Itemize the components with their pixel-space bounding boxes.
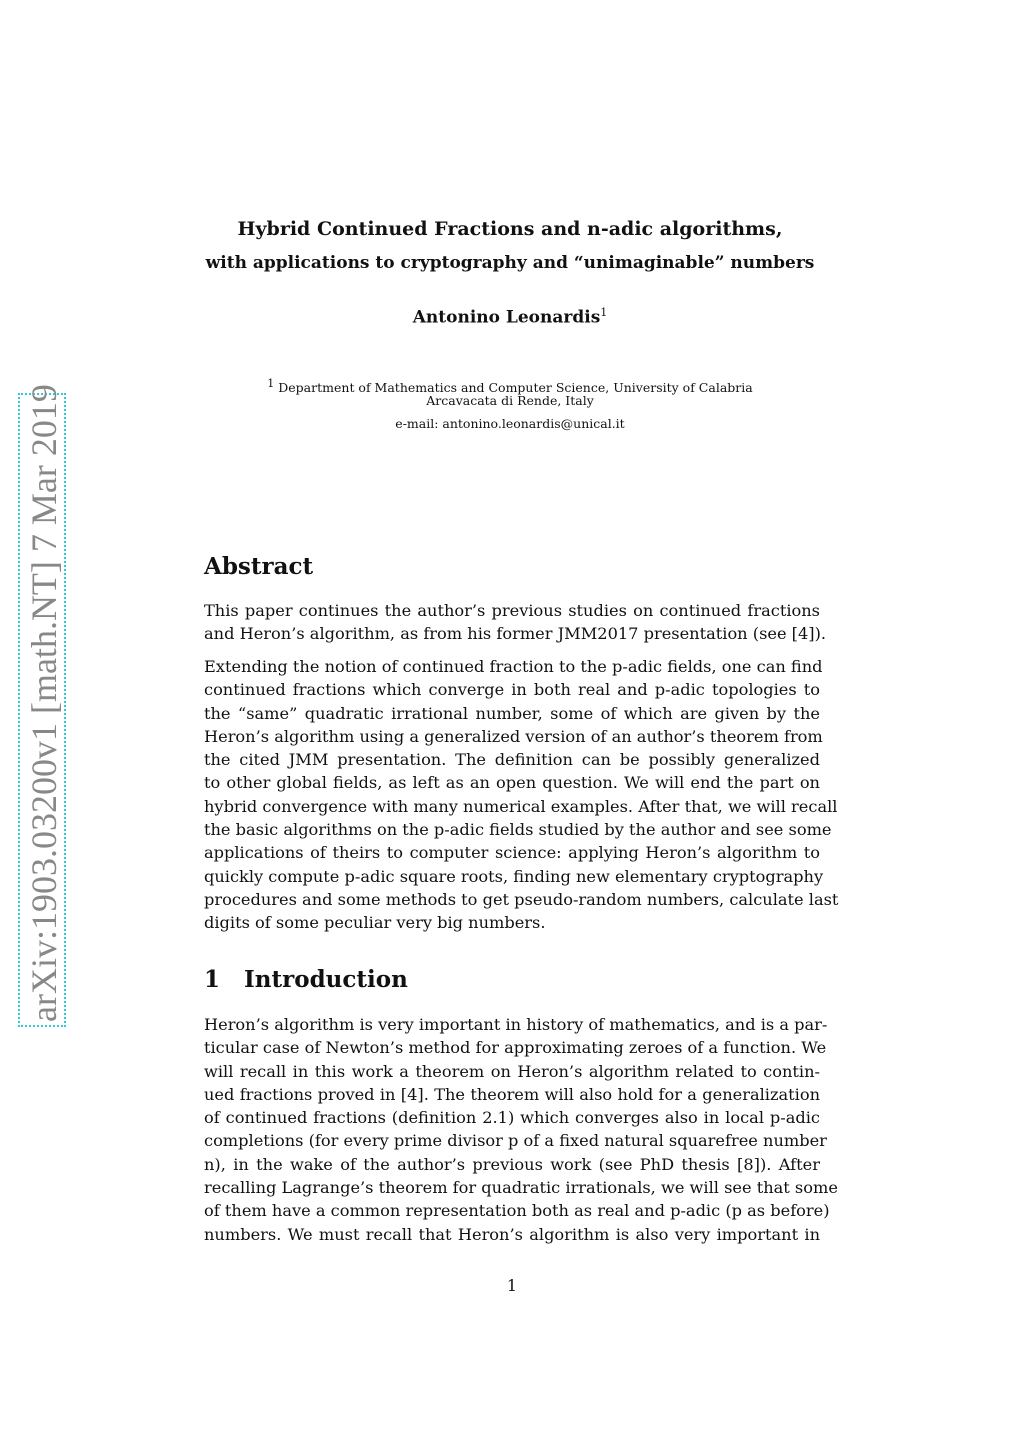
text-line: the cited JMM presentation. The definition can be possibly generalized: [204, 750, 820, 770]
author-line: [150, 306, 870, 328]
text-line: hybrid convergence with many numerical examples. After that, we will recall: [204, 796, 838, 816]
section-heading-introduction: [204, 966, 408, 993]
text-line: the basic algorithms on the p-adic fields studied by the author and see some: [204, 820, 832, 840]
text-line: Heron’s algorithm using a generalized version of an author’s theorem from: [204, 726, 823, 746]
affiliation-email[interactable]: e-mail: antonino.leonardis@unical.it: [395, 416, 625, 431]
author-name: Antonino Leonardis: [412, 307, 601, 328]
paper-subtitle: with applications to cryptography and “unimaginable” numbers: [205, 253, 815, 273]
affiliation-location: Arcavacata di Rende, Italy: [426, 393, 594, 408]
text-line: and Heron’s algorithm, as from his former JMM2017 presentation (see [4]).: [204, 624, 827, 644]
text-line: procedures and some methods to get pseudo-random numbers, calculate last: [204, 889, 839, 909]
text-line: will recall in this work a theorem on Heron’s algorithm related to contin-: [204, 1061, 820, 1081]
text-line: to other global fields, as left as an open question. We will end the part on: [204, 773, 820, 793]
text-line: continued fractions which converge in both real and p-adic topologies to: [204, 680, 820, 700]
text-line: ued fractions proved in [4]. The theorem will also hold for a generalization: [204, 1084, 820, 1104]
section-title: Introduction: [244, 966, 408, 993]
intro-paragraph: [204, 1013, 838, 1246]
text-line: Heron’s algorithm is very important in history of mathematics, and is a par-: [204, 1015, 828, 1034]
page-number: 1: [506, 1276, 518, 1295]
text-line: ticular case of Newton’s method for approximating zeroes of a function. We: [204, 1038, 827, 1058]
text-line: applications of theirs to computer science: applying Heron’s algorithm to: [204, 843, 820, 863]
text-line: Extending the notion of continued fraction to the p-adic fields, one can find: [204, 657, 823, 676]
text-line: of them have a common representation both as real and p-adic (p as before): [204, 1201, 830, 1221]
text-line: completions (for every prime divisor p of a fixed natural squarefree number: [204, 1131, 827, 1151]
text-line: numbers. We must recall that Heron’s algorithm is also very important in: [204, 1224, 820, 1244]
text-line: This paper continues the author’s previous studies on continued fractions: [204, 601, 820, 620]
text-line: n), in the wake of the author’s previous work (see PhD thesis [8]). After: [204, 1154, 820, 1174]
abstract-heading: Abstract: [204, 553, 314, 580]
text-line: quickly compute p-adic square roots, finding new elementary cryptography: [204, 866, 824, 886]
abstract-paragraph-2: [204, 655, 839, 935]
text-line: digits of some peculiar very big numbers.: [204, 913, 546, 933]
text-line: of continued fractions (definition 2.1) which converges also in local p-adic: [204, 1108, 820, 1128]
text-line: the “same” quadratic irrational number, some of which are given by the: [204, 703, 820, 723]
paper-title: Hybrid Continued Fractions and n-adic algorithms,: [237, 218, 783, 240]
section-number: 1: [204, 966, 221, 993]
text-line: recalling Lagrange’s theorem for quadratic irrationals, we will see that some: [204, 1178, 838, 1198]
arxiv-stamp[interactable]: arXiv:1903.03200v1 [math.NT] 7 Mar 2019: [24, 384, 64, 1022]
abstract-paragraph-1: [204, 599, 827, 646]
affiliation-department: Department of Mathematics and Computer Science, University of Calabria: [278, 380, 753, 396]
author-sup: 1: [600, 306, 608, 319]
affiliation-sup: 1: [267, 377, 275, 390]
